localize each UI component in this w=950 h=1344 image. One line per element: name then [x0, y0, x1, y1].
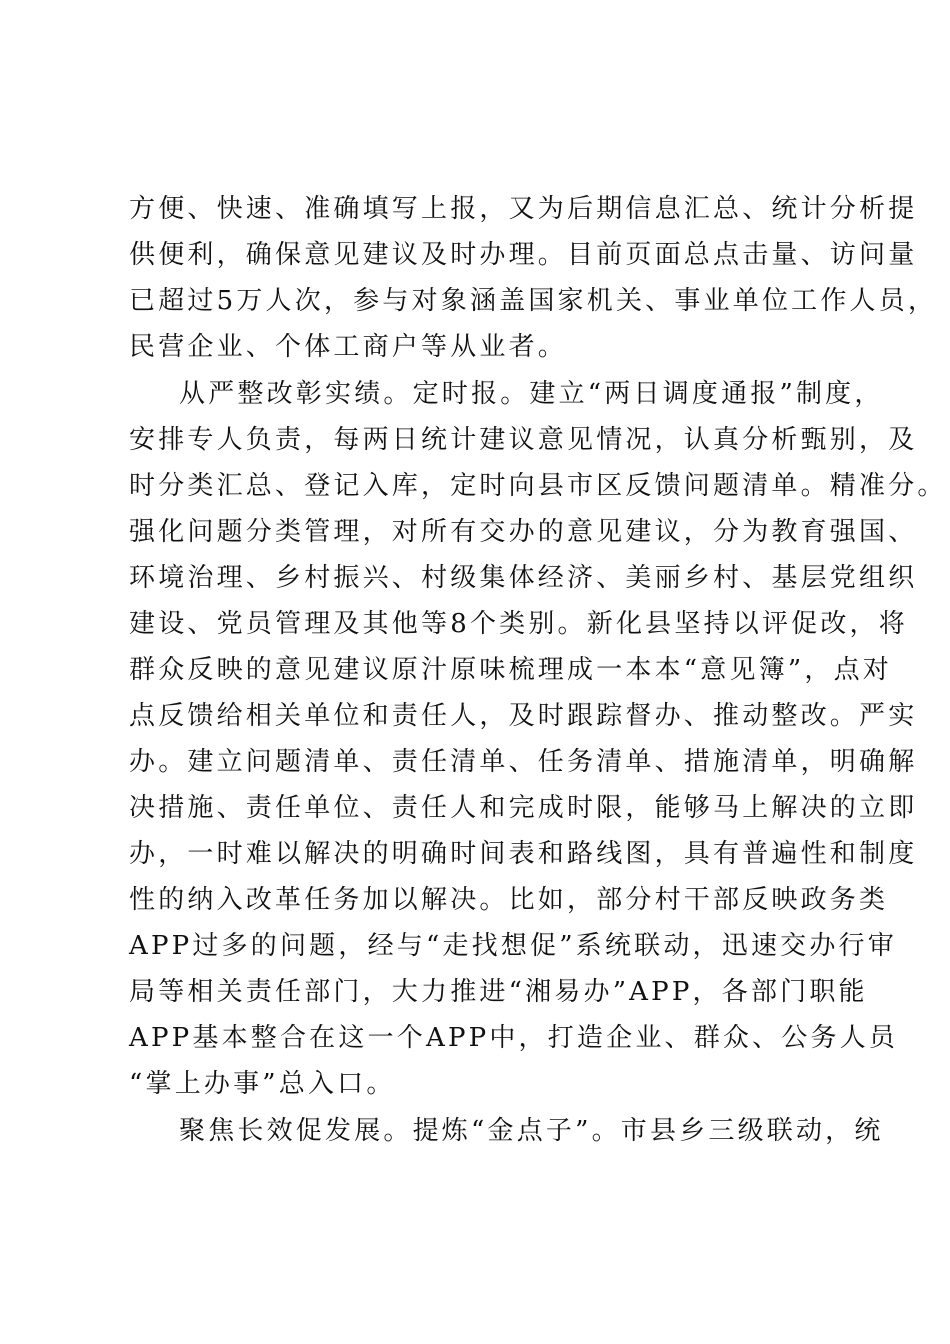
text-line: 时分类汇总、登记入库，定时向县市区反馈问题清单。精准分。 — [129, 471, 947, 501]
text-line: APP过多的问题，经与“走找想促”系统联动，迅速交办行审 — [129, 931, 897, 961]
text-line: 建设、党员管理及其他等8个类别。新化县坚持以评促改，将 — [129, 609, 908, 639]
paragraph-p2 — [129, 371, 947, 1107]
text-line: 已超过5万人次，参与对象涵盖国家机关、事业单位工作人员， — [129, 286, 938, 316]
text-line: 民营企业、个体工商户等从业者。 — [129, 332, 568, 362]
text-line: “掌上办事”总入口。 — [129, 1069, 396, 1099]
text-line: 办。建立问题清单、责任清单、任务清单、措施清单，明确解 — [129, 747, 918, 777]
text-line: 群众反映的意见建议原汁原味梳理成一本本“意见簿”，点对 — [129, 655, 892, 685]
text-line: 办，一时难以解决的明确时间表和路线图，具有普遍性和制度 — [129, 839, 918, 869]
text-line: 局等相关责任部门，大力推进“湘易办”APP，各部门职能 — [129, 977, 868, 1007]
text-line: 安排专人负责，每两日统计建议意见情况，认真分析甄别，及 — [129, 425, 918, 455]
paragraph-p3 — [129, 1108, 884, 1154]
text-line: 环境治理、乡村振兴、村级集体经济、美丽乡村、基层党组织 — [129, 563, 918, 593]
text-line: 从严整改彰实绩。定时报。建立“两日调度通报”制度， — [179, 379, 884, 409]
paragraph-p1 — [129, 186, 938, 370]
text-line: 决措施、责任单位、责任人和完成时限，能够马上解决的立即 — [129, 793, 918, 823]
text-line: 强化问题分类管理，对所有交办的意见建议，分为教育强国、 — [129, 517, 918, 547]
text-line: 性的纳入改革任务加以解决。比如，部分村干部反映政务类 — [129, 885, 889, 915]
text-line: 方便、快速、准确填写上报，又为后期信息汇总、统计分析提 — [129, 194, 918, 224]
text-line: 点反馈给相关单位和责任人，及时跟踪督办、推动整改。严实 — [129, 701, 918, 731]
text-line: APP基本整合在这一个APP中，打造企业、群众、公务人员 — [129, 1023, 899, 1053]
text-line: 供便利，确保意见建议及时办理。目前页面总点击量、访问量 — [129, 240, 918, 270]
text-line: 聚焦长效促发展。提炼“金点子”。市县乡三级联动，统 — [179, 1116, 884, 1146]
body-text — [129, 186, 947, 1154]
